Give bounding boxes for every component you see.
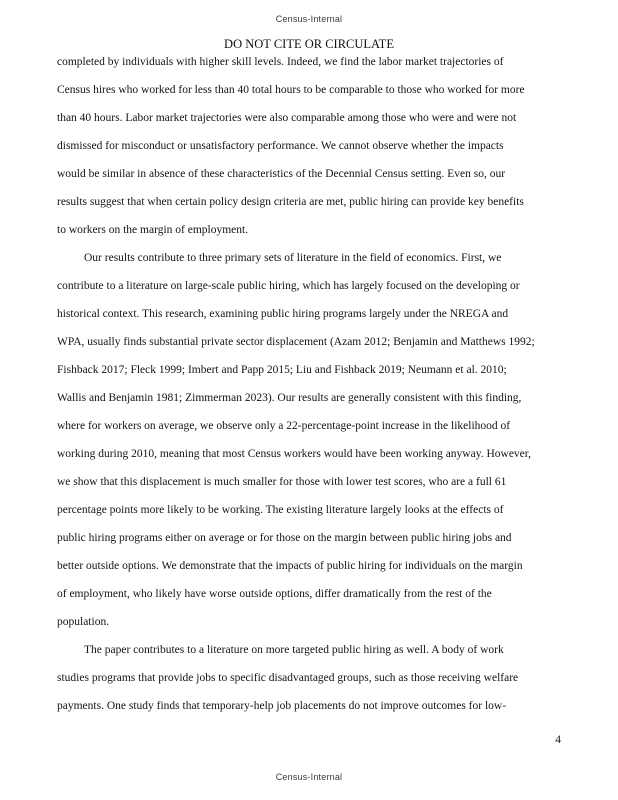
text-line: completed by individuals with higher skill levels. Indeed, we find the labor market trajectories of (57, 56, 504, 68)
text-line: public hiring programs either on average or for those on the margin between public hiring jobs and (57, 532, 512, 544)
text-line: percentage points more likely to be working. The existing literature largely looks at the effects of (57, 504, 504, 516)
text-line: dismissed for misconduct or unsatisfactory performance. We cannot observe whether the impacts (57, 140, 504, 152)
text-line: The paper contributes to a literature on more targeted public hiring as well. A body of work (84, 644, 504, 656)
text-line: better outside options. We demonstrate that the impacts of public hiring for individuals on the margin (57, 560, 523, 572)
header-watermark: Census-Internal (275, 14, 343, 24)
text-line: contribute to a literature on large-scale public hiring, which has largely focused on the developing or (57, 280, 520, 292)
text-line: WPA, usually finds substantial private sector displacement (Azam 2012; Benjamin and Matthews 1992; (57, 336, 535, 348)
text-line: population. (57, 616, 110, 628)
text-line: working during 2010, meaning that most Census workers would have been working anyway. However, (57, 448, 532, 460)
text-line: than 40 hours. Labor market trajectories were also comparable among those who were and were not (57, 112, 517, 124)
text-line: Our results contribute to three primary sets of literature in the field of economics. First, we (84, 252, 502, 264)
do-not-cite-notice: DO NOT CITE OR CIRCULATE (224, 37, 394, 51)
text-line: studies programs that provide jobs to specific disadvantaged groups, such as those receiving welfare (57, 672, 519, 684)
text-line: of employment, who likely have worse outside options, differ dramatically from the rest of the (57, 588, 492, 600)
text-line: to workers on the margin of employment. (57, 224, 249, 236)
text-line: would be similar in absence of these characteristics of the Decennial Census setting. Even so, our (57, 168, 506, 180)
body-text (57, 48, 562, 720)
text-line: historical context. This research, examining public hiring programs largely under the NREGA and (57, 308, 509, 320)
text-line: results suggest that when certain policy design criteria are met, public hiring can provide key benefits (57, 196, 524, 208)
text-line: where for workers on average, we observe only a 22-percentage-point increase in the likelihood of (57, 420, 511, 432)
text-line: we show that this displacement is much smaller for those with lower test scores, who are a full 61 (57, 476, 507, 488)
text-line: payments. One study finds that temporary-help job placements do not improve outcomes for low- (57, 700, 507, 712)
text-line: Wallis and Benjamin 1981; Zimmerman 2023). Our results are generally consistent with this finding, (57, 392, 522, 404)
footer-watermark: Census-Internal (275, 772, 343, 782)
text-line: Fishback 2017; Fleck 1999; Imbert and Papp 2015; Liu and Fishback 2019; Neumann et al. 2010; (57, 364, 507, 376)
text-line: Census hires who worked for less than 40 total hours to be comparable to those who worked for more (57, 84, 525, 96)
page-number: 4 (555, 734, 561, 746)
